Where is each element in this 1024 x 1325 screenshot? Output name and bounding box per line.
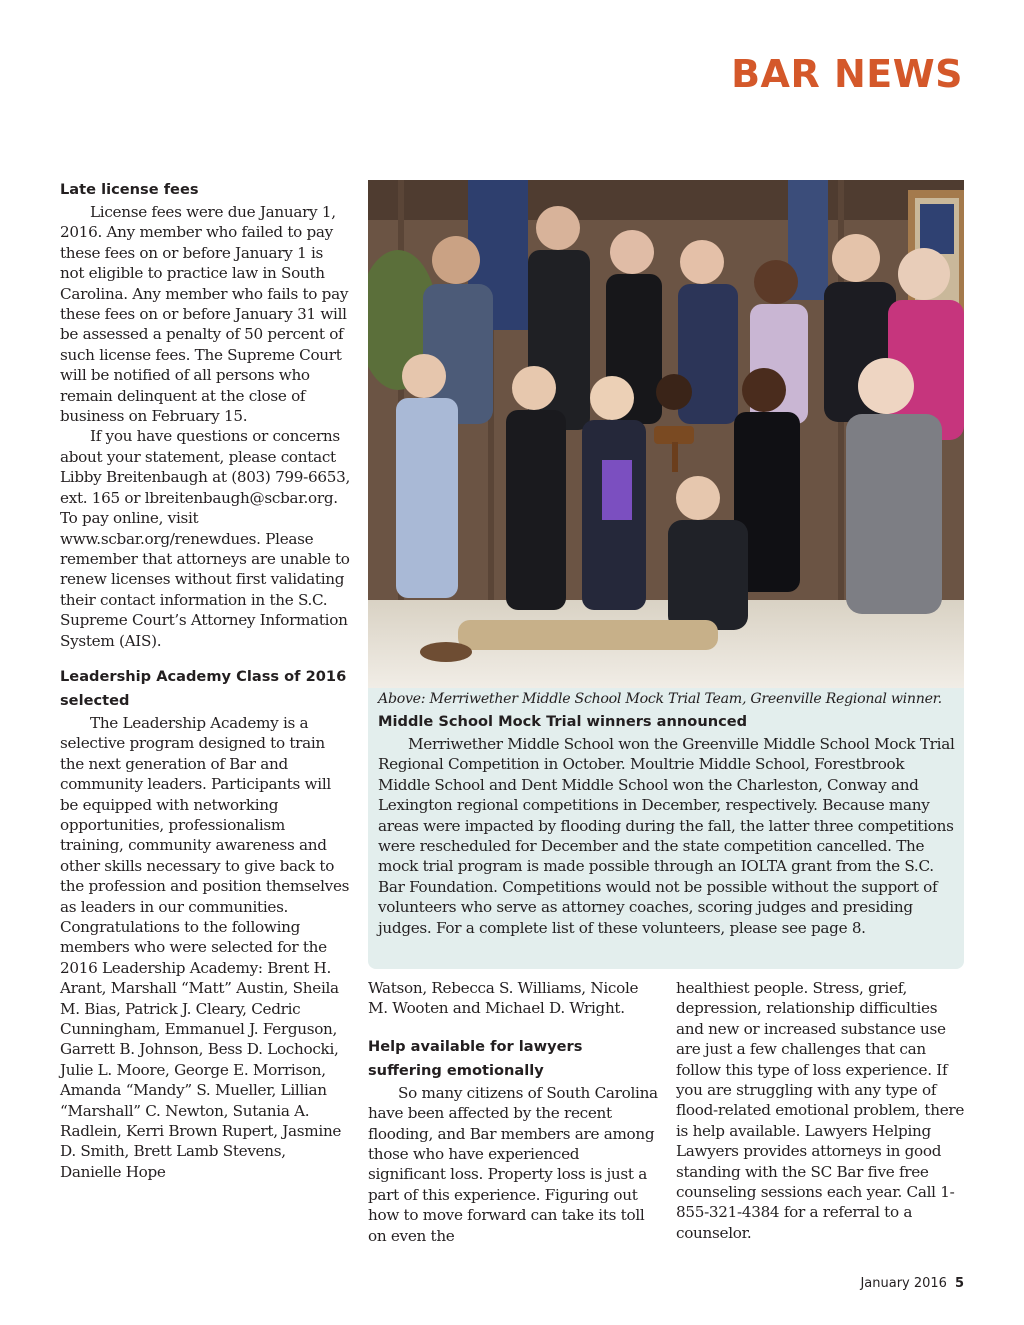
middle-column [368,978,658,1246]
left-column [60,178,350,1182]
help-paragraph-1: So many citizens of South Carolina have been affected by the recent flooding, and Bar members are among those who have experienced significant loss. Property loss is just a part of this experience. Figuring out how to move forward can take its toll on even the [368,1083,658,1245]
mock-trial-paragraph: Merriwether Middle School won the Greenville Middle School Mock Trial Regional Competition in October. Moultrie Middle School, Forestbrook Middle School and Dent Middle School won the Charleston, Conway and Lexington regional competitions in December, respectively. Because many areas were impacted by flooding during the fall, the latter three competitions were rescheduled for December and the state competition cancelled. The mock trial program is made possible through an IOLTA grant from the S.C. Bar Foundation. Competitions would not be possible without the support of volunteers who serve as attorney coaches, scoring judges and presiding judges. For a complete list of these volunteers, please see page 8. [378,735,955,937]
team-photo [368,180,964,688]
leadership-paragraph-1: The Leadership Academy is a selective program designed to train the next generation of Bar and community leaders. Participants will be equipped with networking opportunities, professionalism training, community awareness and other skills necessary to give back to the profession and position themselves as leaders in our communities. Congratulations to the following members who were selected for the 2016 Leadership Academy: Brent H. Arant, Marshall “Matt” Austin, Sheila M. Bias, Patrick J. Cleary, Cedric Cunningham, Emmanuel J. Ferguson, Garrett B. Johnson, Bess D. Lochocki, Julie L. Moore, George E. Morrison, Amanda “Mandy” S. Mueller, Lillian “Marshall” C. Newton, Sutania A. Radlein, Kerri Brown Rupert, Jasmine D. Smith, Brett Lamb Stevens, Danielle Hope [60,713,350,1181]
issue-date: January 2016 [860,1276,947,1291]
section-masthead: BAR NEWS [731,52,963,96]
late-fees-paragraph-1: License fees were due January 1, 2016. Any member who failed to pay these fees on or before January 1 is not eligible to practice law in South Carolina. Any member who fails to pay these fees on or before January 31 will be assessed a penalty of 50 percent of such license fees. The Supreme Court will be notified of all persons who remain delinquent at the close of business on February 15. [60,203,349,426]
help-paragraph-continued: healthiest people. Stress, grief, depression, relationship difficulties and new or increased substance use are just a few challenges that can follow this type of loss experience. If you are struggling with any type of flood-related emotional problem, there is help available. Lawyers Helping Lawyers provides attorneys in good standing with the SC Bar five free counseling sessions each year. Call 1-855-321-4384 for a referral to a counselor. [676,979,965,1242]
page-number: 5 [954,1276,964,1291]
mock-trial-heading: Middle School Mock Trial winners announced [378,713,748,730]
help-available-heading: Help available for lawyers suffering emotionally [368,1037,583,1079]
late-license-fees-heading: Late license fees [60,181,199,198]
leadership-continued: Watson, Rebecca S. Williams, Nicole M. Wooten and Michael D. Wright. [368,979,639,1018]
page-footer [860,1276,964,1291]
late-fees-paragraph-2: If you have questions or concerns about your statement, please contact Libby Breitenbaugh at (803) 799-6653, ext. 165 or lbreitenbaugh@scbar.org. To pay online, visit www.scbar.org/renewdues. Please remember that attorneys are unable to renew licenses without first validating their contact information in the S.C. Supreme Court’s Attorney Information System (AIS). [60,427,350,650]
team-photo-illustration [368,180,964,688]
mock-trial-article [378,710,958,938]
mock-trial-panel [368,180,964,969]
photo-caption: Above: Merriwether Middle School Mock Trial Team, Greenville Regional winner. [378,691,942,707]
leadership-academy-heading: Leadership Academy Class of 2016 selected [60,667,347,709]
right-column [676,978,966,1243]
